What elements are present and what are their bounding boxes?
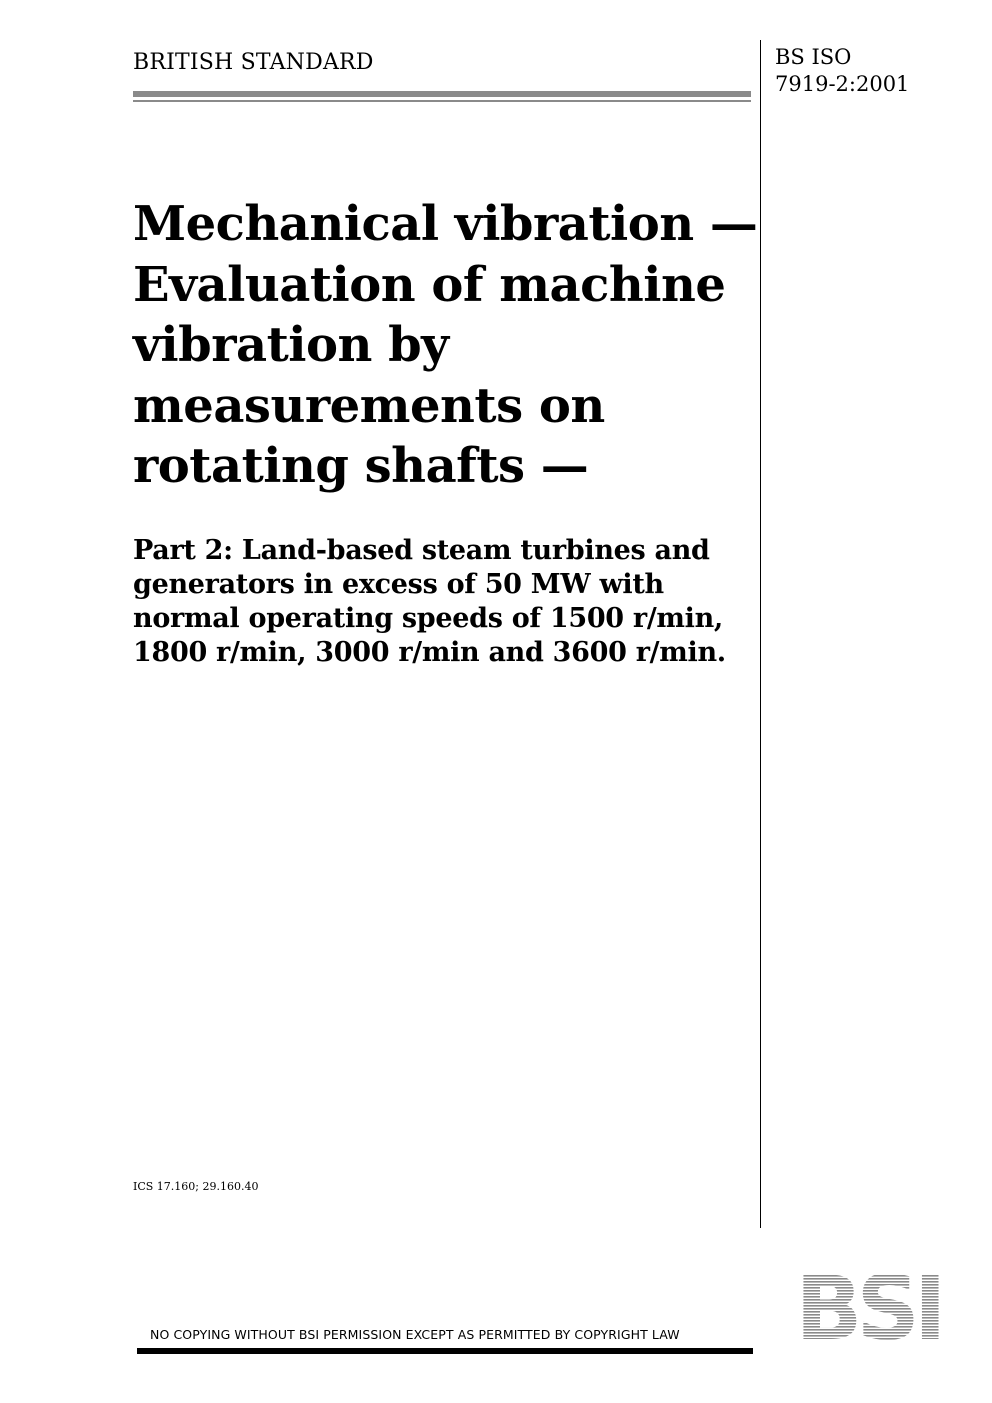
doc-reference <box>775 44 909 98</box>
vertical-divider <box>760 40 761 1228</box>
title-line: Evaluation of machine <box>133 256 726 313</box>
doc-reference-line: 7919-2:2001 <box>775 72 910 96</box>
title-line: Mechanical vibration — <box>133 196 758 252</box>
doc-reference-line: BS ISO <box>775 45 852 69</box>
ics-code: ICS 17.160; 29.160.40 <box>133 1180 259 1193</box>
subtitle <box>133 534 748 670</box>
copyright-notice: NO COPYING WITHOUT BSI PERMISSION EXCEPT AS PERMITTED BY COPYRIGHT LAW <box>150 1327 680 1342</box>
title-line: rotating shafts — <box>133 438 589 494</box>
header-rule-thin <box>133 100 751 102</box>
subtitle-line: Part 2: Land-based steam turbines and <box>133 535 710 566</box>
subtitle-line: generators in excess of 50 MW with <box>133 569 664 600</box>
bsi-logo-text: BSI <box>795 1275 941 1343</box>
main-title <box>133 194 758 497</box>
subtitle-line: normal operating speeds of 1500 r/min, <box>133 603 724 634</box>
title-line: vibration by <box>133 317 449 373</box>
header-label: BRITISH STANDARD <box>133 50 374 75</box>
title-line: measurements on <box>133 377 605 434</box>
footer-rule <box>137 1348 753 1354</box>
bsi-logo <box>780 1275 956 1343</box>
subtitle-line: 1800 r/min, 3000 r/min and 3600 r/min. <box>133 637 726 668</box>
header-rule-thick <box>133 91 751 97</box>
